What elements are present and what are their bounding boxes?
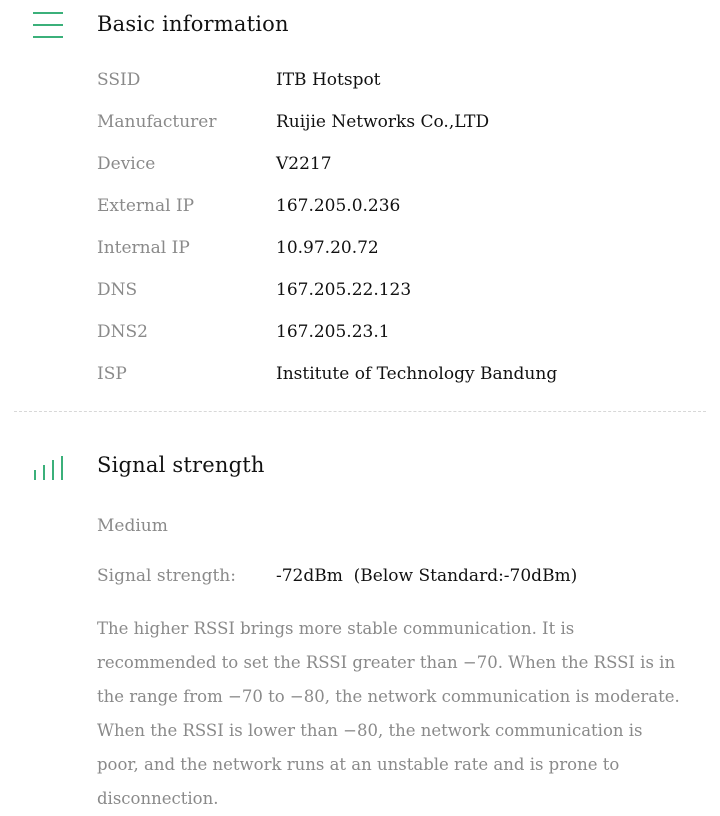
- signal-strength-title: Signal strength: [97, 453, 265, 477]
- basic-info-title: Basic information: [97, 12, 289, 36]
- info-label: ISP: [97, 364, 127, 384]
- info-row: [0, 238, 720, 268]
- signal-strength-label: Signal strength:: [97, 566, 236, 586]
- info-value: 167.205.23.1: [276, 322, 390, 342]
- info-row: [0, 280, 720, 310]
- info-row: [0, 70, 720, 100]
- info-row: [0, 322, 720, 352]
- info-label: Device: [97, 154, 156, 174]
- info-value: 10.97.20.72: [276, 238, 379, 258]
- info-row: [0, 154, 720, 184]
- section-divider: [14, 411, 706, 412]
- info-row: [0, 112, 720, 142]
- info-label: Manufacturer: [97, 112, 217, 132]
- info-value: Ruijie Networks Co.,LTD: [276, 112, 490, 132]
- menu-icon[interactable]: [33, 12, 63, 40]
- info-label: External IP: [97, 196, 195, 216]
- info-row: [0, 196, 720, 226]
- info-value: 167.205.0.236: [276, 196, 401, 216]
- info-label: DNS2: [97, 322, 148, 342]
- signal-strength-value: -72dBm (Below Standard:-70dBm): [276, 566, 578, 586]
- info-value: ITB Hotspot: [276, 70, 381, 90]
- signal-level: Medium: [97, 516, 168, 536]
- info-value: V2217: [276, 154, 332, 174]
- info-row: [0, 364, 720, 394]
- basic-info-header: [0, 0, 720, 40]
- signal-description: The higher RSSI brings more stable communication. It is recommended to set the RSSI greater than −70. When the RSSI is in the range from −70 to −80, the network communication is moderate. When the RSSI is lower than −80, the network communication is poor, and the network runs at an unstable rate and is prone to disconnection.: [97, 619, 680, 808]
- info-label: SSID: [97, 70, 141, 90]
- info-value: 167.205.22.123: [276, 280, 412, 300]
- info-label: Internal IP: [97, 238, 190, 258]
- info-value: Institute of Technology Bandung: [276, 364, 558, 384]
- info-label: DNS: [97, 280, 138, 300]
- signal-bars-icon: [34, 456, 64, 480]
